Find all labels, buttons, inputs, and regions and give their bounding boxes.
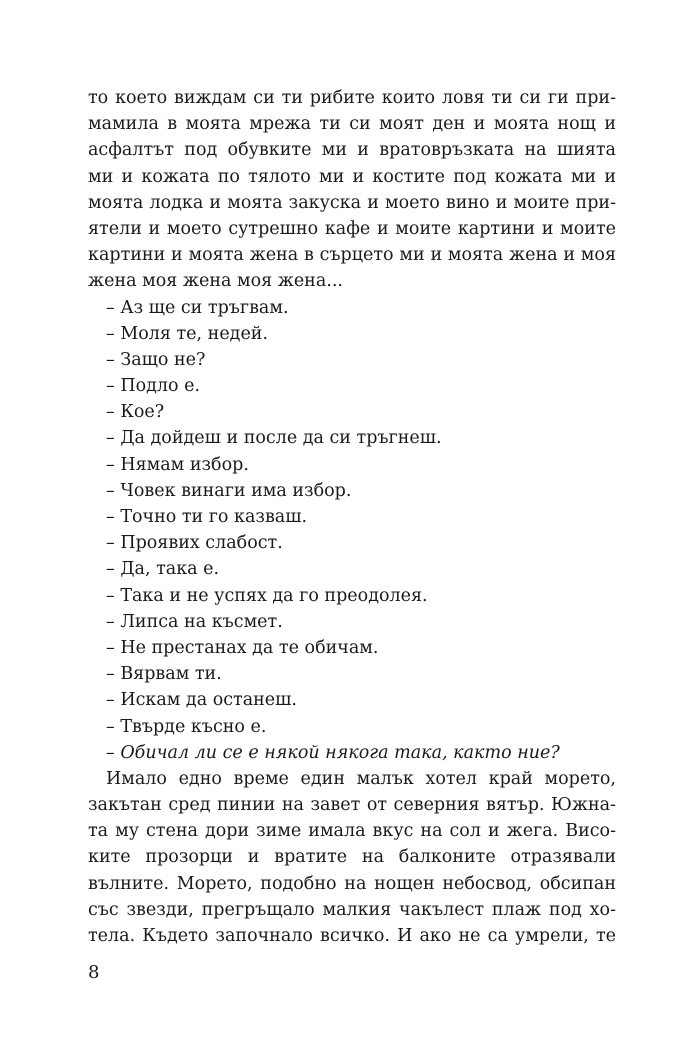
- dialogue-line: – Нямам избор.: [106, 454, 249, 475]
- dialogue-line: – Защо не?: [106, 349, 206, 370]
- dialogue-line: – Човек винаги има избор.: [106, 480, 352, 501]
- paragraph-line: вълните. Морето, подобно на нощен небосвод, обсипан: [88, 873, 616, 894]
- paragraph-line: закътан сред пинии на завет от северния вятър. Южна-: [88, 795, 616, 816]
- paragraph-line: та му стена дори зиме имала вкус на сол и жега. Висо-: [88, 821, 616, 842]
- dialogue-line: – Проявих слабост.: [106, 533, 283, 554]
- paragraph-line: със звезди, прегръщало малкия чакълест плаж под хо-: [88, 899, 616, 920]
- paragraph-line: моята лодка и моята закуска и моето вино и моите при-: [88, 192, 616, 213]
- paragraph-line: асфалтът под обувките ми и вратовръзката на шията: [88, 140, 616, 161]
- paragraph-line: жена моя жена моя жена...: [88, 271, 343, 292]
- dialogue-line: – Не престанах да те обичам.: [106, 637, 379, 658]
- page-body-text: [88, 85, 616, 949]
- dialogue-line: – Точно ти го казваш.: [106, 507, 308, 527]
- dialogue-line: – Така и не успях да го преодолея.: [106, 585, 428, 606]
- paragraph-line: Имало едно време един малък хотел край морето,: [106, 768, 616, 789]
- dialogue-line: – Да, така е.: [106, 559, 220, 580]
- dialogue-line: – Твърде късно е.: [106, 716, 267, 737]
- dialogue-line: – Аз ще си тръгвам.: [106, 297, 289, 318]
- dialogue-line: – Моля те, недей.: [106, 323, 269, 344]
- paragraph-line: ките прозорци и вратите на балконите отразявали: [88, 847, 616, 868]
- dialogue-line: – Вярвам ти.: [106, 664, 222, 685]
- paragraph-line: ми и кожата по тялото ми и костите под кожата ми и: [88, 166, 616, 187]
- dialogue-line: – Да дойдеш и после да си тръгнеш.: [106, 428, 442, 449]
- paragraph-line: то което виждам си ти рибите които ловя ти си ги при-: [88, 88, 616, 108]
- dialogue-line: – Кое?: [106, 402, 165, 423]
- dialogue-line-italic: – Обичал ли се е някой някога така, както ние?: [106, 742, 560, 763]
- dialogue-line: – Подло е.: [106, 376, 201, 397]
- dialogue-line: – Липса на късмет.: [106, 611, 283, 632]
- page-number: 8: [88, 962, 100, 983]
- paragraph-line: мамила в моята мрежа ти си моят ден и моята нощ и: [88, 114, 616, 135]
- paragraph-line: картини и моята жена в сърцето ми и моята жена и моя: [88, 245, 616, 266]
- dialogue-line: – Искам да останеш.: [106, 690, 297, 711]
- paragraph-line: ятели и моето сутрешно кафе и моите картини и моите: [88, 218, 616, 239]
- paragraph-line: тела. Където започнало всичко. И ако не са умрели, те: [88, 926, 616, 946]
